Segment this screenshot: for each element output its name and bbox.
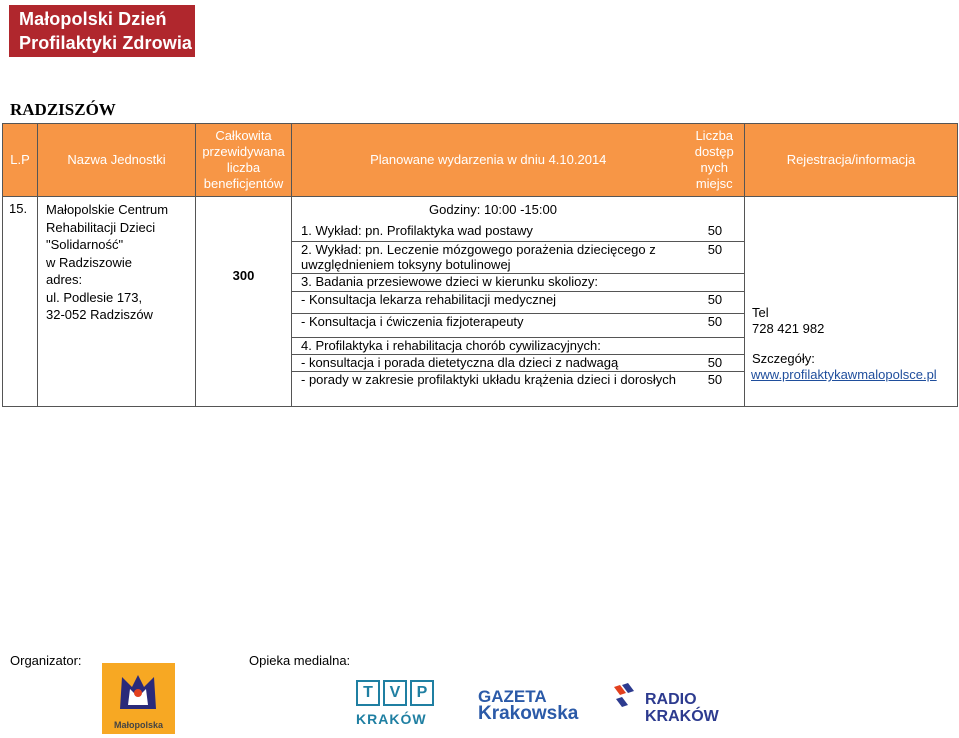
tel-number: 728 421 982: [752, 321, 825, 336]
banner-line-1: Małopolski Dzień: [19, 9, 167, 29]
header-name: Nazwa Jednostki: [38, 124, 196, 197]
event-row: 3. Badania przesiewowe dzieci w kierunku skoliozy:: [292, 273, 744, 291]
banner-line-2: Profilaktyki Zdrowia: [19, 33, 193, 53]
event-places: 50: [686, 291, 744, 313]
entry-name: Małopolskie Centrum Rehabilitacji Dzieci "Solidarność" w Radziszowie adres: ul. Podlesie 173, 32-052 Radziszów: [38, 197, 196, 407]
details-label: Szczegóły:: [752, 351, 815, 366]
event-places: 50: [686, 241, 744, 273]
events-list: [292, 223, 744, 390]
organizer-label: Organizator:: [10, 653, 82, 668]
event-places: [686, 273, 744, 291]
header-places: Liczba dostęp nych miejsc: [685, 124, 745, 197]
event-row: 4. Profilaktyka i rehabilitacja chorób cywilizacyjnych:: [292, 337, 744, 354]
event-places: 50: [686, 371, 744, 390]
event-banner-logo: [9, 5, 195, 57]
event-row: 1. Wykład: pn. Profilaktyka wad postawy 50: [292, 223, 744, 241]
tvp-krakow-logo: T V P KRAKÓW: [356, 680, 434, 726]
tel-label: Tel: [752, 305, 769, 320]
event-places: [686, 337, 744, 354]
table-row: [3, 197, 958, 407]
header-beneficiaries: Całkowita przewidywana liczba beneficjentów: [196, 124, 292, 197]
events-table: [2, 123, 958, 407]
malopolska-logo: Małopolska: [102, 663, 175, 734]
table-header-row: [3, 124, 958, 197]
entry-beneficiaries: 300: [196, 197, 292, 407]
event-row: - Konsultacja i ćwiczenia fizjoterapeuty 50: [292, 313, 744, 337]
event-places: 50: [686, 354, 744, 371]
event-row: - konsultacja i porada dietetyczna dla dzieci z nadwagą 50: [292, 354, 744, 371]
event-row: - Konsultacja lekarza rehabilitacji medycznej 50: [292, 291, 744, 313]
header-registration: Rejestracja/informacja: [745, 124, 958, 197]
entry-events: [292, 197, 745, 407]
website-link[interactable]: www.profilaktykawmalopolsce.pl: [751, 367, 937, 382]
event-row: 2. Wykład: pn. Leczenie mózgowego porażenia dziecięcego z uwzględnieniem toksyny botulinowej 50: [292, 241, 744, 273]
entry-lp: 15.: [3, 197, 38, 407]
header-lp: L.P: [3, 124, 38, 197]
event-places: 50: [686, 313, 744, 337]
event-places: 50: [707, 223, 723, 238]
patronage-label: Opieka medialna:: [249, 653, 351, 668]
radio-waves-icon: [612, 683, 644, 713]
header-events: Planowane wydarzenia w dniu 4.10.2014: [292, 124, 685, 197]
event-row: - porady w zakresie profilaktyki układu krążenia dzieci i dorosłych 50: [292, 371, 744, 390]
city-title: RADZISZÓW: [10, 100, 116, 119]
gazeta-krakowska-logo: GAZETA Krakowska: [478, 687, 579, 724]
malopolska-emblem-icon: [116, 669, 160, 713]
entry-registration: [745, 197, 958, 407]
opening-hours: Godziny: 10:00 -15:00: [429, 202, 557, 217]
